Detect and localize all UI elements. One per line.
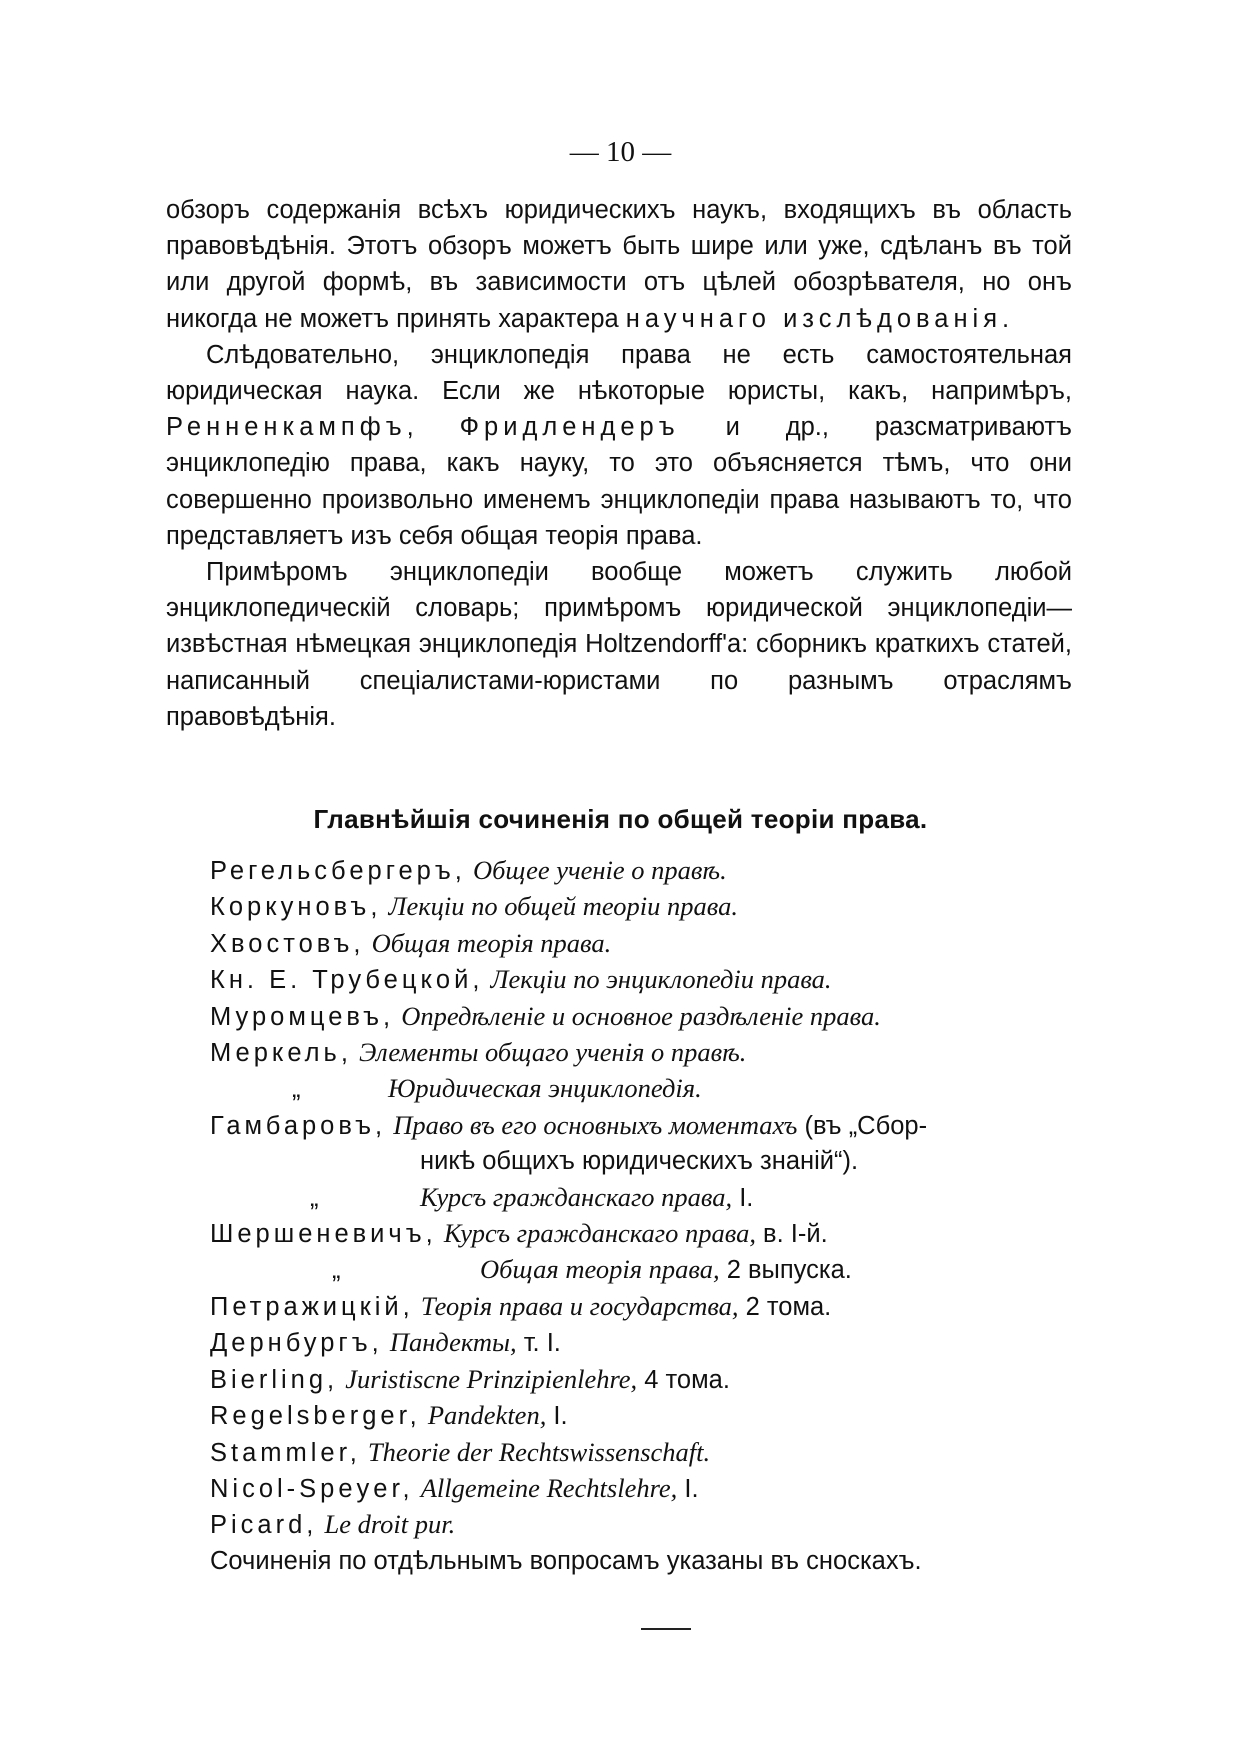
entry-title: Опредѣленіе и основное раздѣленіе права. <box>401 1000 881 1031</box>
paragraph <box>166 554 1072 735</box>
spaced-text: Фридлендеръ <box>459 413 680 442</box>
paragraph <box>166 192 1072 337</box>
entry-title: Элементы общаго ученія о правѣ. <box>359 1037 747 1068</box>
entry-note: I. <box>546 1402 568 1431</box>
entry-author: Хвостовъ, <box>210 929 365 958</box>
entry-author: Regelsberger, <box>210 1402 421 1431</box>
text-run: и др., разсматриваютъ энциклопедію права, какъ науку, то это объясняется тѣмъ, что они совершенно произвольно именемъ энциклопедіи права называютъ то, что представляетъ изъ себя общая теорія права. <box>166 413 1072 550</box>
bibliography-entry <box>210 1544 1090 1579</box>
entry-author: Регельсбергеръ, <box>210 857 466 885</box>
entry-author: Stammler, <box>210 1438 361 1467</box>
entry-author: Муромцевъ, <box>210 1002 395 1031</box>
entry-author: Коркуновъ, <box>210 893 382 922</box>
entry-author: Bierling, <box>210 1365 339 1394</box>
bibliography-entry <box>210 889 1090 925</box>
bibliography-entry <box>210 999 1090 1035</box>
entry-note: 2 выпуска. <box>719 1256 852 1285</box>
entry-author: Дернбургъ, <box>210 1329 383 1358</box>
entry-author: Гамбаровъ, <box>210 1111 387 1140</box>
entry-author: Шершеневичъ, <box>210 1220 437 1249</box>
entry-continuation: никѣ общихъ юридическихъ знаній“). <box>420 1147 859 1176</box>
bibliography-list <box>210 853 1090 1579</box>
entry-author: Кн. Е. Трубецкой, <box>210 966 484 995</box>
text-run: . <box>1002 304 1010 333</box>
spaced-text: Ренненкампфъ <box>166 413 407 442</box>
page-number: — 10 — <box>569 136 672 168</box>
entry-author: Петражицкій, <box>210 1292 414 1321</box>
entry-note: (въ „Сбор- <box>797 1111 928 1140</box>
entry-title: Juristiscne Prinzipienlehre, <box>345 1363 638 1394</box>
bibliography-entry <box>210 1507 1090 1543</box>
entry-title: Теорія права и государства, <box>420 1290 739 1321</box>
entry-title: Лекціи по общей теоріи права. <box>388 891 738 922</box>
ditto-mark: „ <box>292 1075 301 1104</box>
bibliography-entry <box>210 1216 1090 1252</box>
section-heading: Главнѣйшія сочиненія по общей теоріи права. <box>313 804 928 834</box>
bibliography-entry <box>210 1180 1090 1216</box>
entry-title: Общая теорія права, <box>480 1254 720 1285</box>
bibliography-entry <box>210 1325 1090 1361</box>
bibliography-entry <box>210 962 1090 998</box>
bibliography-entry <box>210 1071 1090 1107</box>
bibliography-entry <box>210 1435 1090 1471</box>
bibliography-entry <box>210 1144 1090 1179</box>
entry-note: I. <box>677 1474 699 1503</box>
footer-rule <box>641 1628 691 1630</box>
entry-title: Курсъ гражданскаго права, <box>420 1181 733 1212</box>
entry-title: Le droit pur. <box>324 1509 456 1540</box>
entry-title: Общее ученіе о правѣ. <box>472 855 727 885</box>
text-run: , <box>406 413 460 442</box>
entry-note: т. I. <box>516 1329 561 1358</box>
entry-note: 2 тома. <box>738 1292 832 1321</box>
entry-title: Общая теорія права. <box>371 927 612 958</box>
bibliography-entry <box>210 1252 1090 1288</box>
entry-title: Право въ его основныхъ моментахъ <box>393 1109 798 1140</box>
ditto-mark: „ <box>310 1183 319 1212</box>
entry-title: Пандекты, <box>389 1327 517 1358</box>
spaced-text: научнаго изслѣдованія <box>625 304 1003 333</box>
bibliography-entry <box>210 1108 1090 1144</box>
entry-author: Меркель, <box>210 1039 352 1068</box>
text-run: Слѣдовательно, энциклопедія права не есть самостоятельная юридическая наука. Если же нѣкоторые юристы, какъ, напримѣръ, <box>166 340 1072 406</box>
entry-note: I. <box>732 1183 754 1212</box>
ditto-mark: „ <box>332 1256 341 1285</box>
bibliography-entry <box>210 1471 1090 1507</box>
paragraph <box>166 337 1072 554</box>
bibliography-entry <box>210 926 1090 962</box>
bibliography-entry <box>210 853 1090 889</box>
entry-title: Pandekten, <box>427 1400 547 1431</box>
bibliography-entry <box>210 1289 1090 1325</box>
closing-note: Сочиненія по отдѣльнымъ вопросамъ указаны въ сноскахъ. <box>210 1546 922 1575</box>
entry-title: Allgemeine Rechtslehre, <box>420 1472 678 1503</box>
body-text <box>166 192 1072 735</box>
entry-author: Picard, <box>210 1511 318 1540</box>
entry-title: Theorie der Rechtswissenschaft. <box>367 1436 711 1467</box>
entry-author: Nicol-Speyer, <box>210 1474 414 1503</box>
entry-note: 4 тома. <box>637 1365 730 1394</box>
text-run: Примѣромъ энциклопедіи вообще можетъ служить любой энциклопедическій словарь; примѣромъ юридической энциклопедіи—извѣстная нѣмецкая энциклопедія Holtzendorff'а: сборникъ краткихъ статей, написанный спеціалистами-юристами по разнымъ отраслямъ правовѣдѣнія. <box>166 558 1072 731</box>
entry-title: Лекціи по энциклопедіи права. <box>490 964 832 995</box>
bibliography-entry <box>210 1035 1090 1071</box>
entry-note: в. I-й. <box>755 1220 828 1249</box>
entry-title: Курсъ гражданскаго права, <box>443 1218 756 1249</box>
entry-title: Юридическая энциклопедія. <box>388 1073 702 1104</box>
bibliography-entry <box>210 1362 1090 1398</box>
text-run: обзоръ содержанія всѣхъ юридическихъ наукъ, входящихъ въ область правовѣдѣнія. Этотъ обзоръ можетъ быть шире или уже, сдѣланъ въ той или другой формѣ, въ зависимости отъ цѣлей обозрѣвателя, но онъ никогда не можетъ принять характера <box>166 196 1072 333</box>
bibliography-entry <box>210 1398 1090 1434</box>
